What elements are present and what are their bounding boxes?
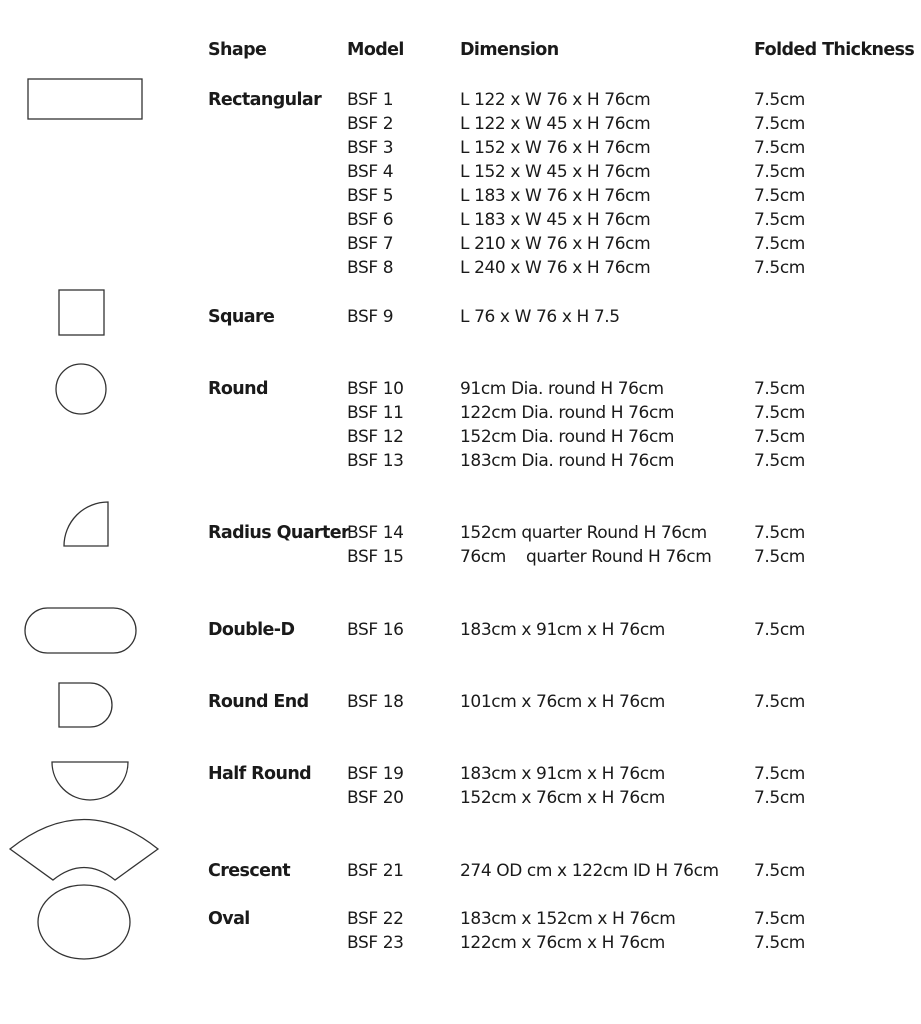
- thickness-cell: 7.5cm: [754, 933, 805, 953]
- dimension-cell: L 183 x W 45 x H 76cm: [460, 210, 651, 230]
- model-cell: BSF 23: [347, 933, 404, 953]
- shape-name-oval: Oval: [208, 909, 250, 929]
- thickness-cell: 7.5cm: [754, 547, 805, 567]
- model-cell: BSF 19: [347, 764, 404, 784]
- header-dimension: Dimension: [460, 40, 559, 60]
- dimension-cell: 183cm x 152cm x H 76cm: [460, 909, 676, 929]
- dimension-cell: L 152 x W 45 x H 76cm: [460, 162, 651, 182]
- header-model: Model: [347, 40, 404, 60]
- model-cell: BSF 2: [347, 114, 394, 134]
- model-cell: BSF 21: [347, 861, 404, 881]
- rectangle-icon: [28, 79, 142, 119]
- thickness-cell: 7.5cm: [754, 788, 805, 808]
- thickness-cell: 7.5cm: [754, 234, 805, 254]
- model-cell: BSF 7: [347, 234, 394, 254]
- thickness-cell: 7.5cm: [754, 692, 805, 712]
- quarter-circle-icon: [64, 502, 108, 546]
- model-cell: BSF 6: [347, 210, 394, 230]
- dimension-cell: L 152 x W 76 x H 76cm: [460, 138, 651, 158]
- dimension-cell: 183cm Dia. round H 76cm: [460, 451, 675, 471]
- model-cell: BSF 22: [347, 909, 404, 929]
- round-end-icon: [59, 683, 112, 727]
- dimension-cell: 76cm quarter Round H 76cm: [460, 547, 712, 567]
- thickness-cell: 7.5cm: [754, 861, 805, 881]
- thickness-cell: 7.5cm: [754, 379, 805, 399]
- model-cell: BSF 10: [347, 379, 404, 399]
- dimension-cell: 91cm Dia. round H 76cm: [460, 379, 664, 399]
- thickness-cell: 7.5cm: [754, 403, 805, 423]
- shape-name-round-end: Round End: [208, 692, 309, 712]
- dimension-cell: 122cm x 76cm x H 76cm: [460, 933, 665, 953]
- thickness-cell: 7.5cm: [754, 427, 805, 447]
- dimension-cell: 183cm x 91cm x H 76cm: [460, 764, 665, 784]
- crescent-icon: [10, 820, 158, 881]
- model-cell: BSF 8: [347, 258, 394, 278]
- shape-name-half-round: Half Round: [208, 764, 312, 784]
- model-cell: BSF 11: [347, 403, 404, 423]
- model-cell: BSF 3: [347, 138, 394, 158]
- thickness-cell: 7.5cm: [754, 162, 805, 182]
- shape-name-square: Square: [208, 307, 275, 327]
- shape-name-crescent: Crescent: [208, 861, 291, 881]
- model-cell: BSF 5: [347, 186, 394, 206]
- model-cell: BSF 20: [347, 788, 404, 808]
- oval-icon: [38, 885, 130, 959]
- thickness-cell: 7.5cm: [754, 523, 805, 543]
- thickness-cell: 7.5cm: [754, 451, 805, 471]
- dimension-cell: 122cm Dia. round H 76cm: [460, 403, 675, 423]
- thickness-cell: 7.5cm: [754, 764, 805, 784]
- dimension-cell: L 122 x W 45 x H 76cm: [460, 114, 651, 134]
- dimension-cell: L 76 x W 76 x H 7.5: [460, 307, 620, 327]
- half-round-icon: [52, 762, 128, 800]
- header-shape: Shape: [208, 40, 267, 60]
- square-icon: [59, 290, 104, 335]
- thickness-cell: 7.5cm: [754, 114, 805, 134]
- dimension-cell: 152cm Dia. round H 76cm: [460, 427, 675, 447]
- dimension-cell: 183cm x 91cm x H 76cm: [460, 620, 665, 640]
- dimension-cell: 101cm x 76cm x H 76cm: [460, 692, 665, 712]
- double-d-icon: [25, 608, 136, 653]
- shape-name-radius-quarter: Radius Quarter: [208, 523, 350, 543]
- dimension-cell: L 240 x W 76 x H 76cm: [460, 258, 651, 278]
- model-cell: BSF 13: [347, 451, 404, 471]
- thickness-cell: 7.5cm: [754, 138, 805, 158]
- thickness-cell: 7.5cm: [754, 210, 805, 230]
- thickness-cell: 7.5cm: [754, 620, 805, 640]
- dimension-cell: L 183 x W 76 x H 76cm: [460, 186, 651, 206]
- model-cell: BSF 14: [347, 523, 404, 543]
- shape-name-double-d: Double-D: [208, 620, 295, 640]
- thickness-cell: 7.5cm: [754, 90, 805, 110]
- thickness-cell: 7.5cm: [754, 258, 805, 278]
- model-cell: BSF 18: [347, 692, 404, 712]
- model-cell: BSF 15: [347, 547, 404, 567]
- model-cell: BSF 4: [347, 162, 394, 182]
- dimension-cell: 152cm x 76cm x H 76cm: [460, 788, 665, 808]
- dimension-cell: 152cm quarter Round H 76cm: [460, 523, 707, 543]
- shape-name-rectangular: Rectangular: [208, 90, 322, 110]
- model-cell: BSF 1: [347, 90, 394, 110]
- header-folded-thickness: Folded Thickness: [754, 40, 915, 60]
- dimension-cell: L 210 x W 76 x H 76cm: [460, 234, 651, 254]
- model-cell: BSF 16: [347, 620, 404, 640]
- dimension-cell: L 122 x W 76 x H 76cm: [460, 90, 651, 110]
- model-cell: BSF 9: [347, 307, 394, 327]
- dimension-cell: 274 OD cm x 122cm ID H 76cm: [460, 861, 719, 881]
- thickness-cell: 7.5cm: [754, 186, 805, 206]
- model-cell: BSF 12: [347, 427, 404, 447]
- circle-icon: [56, 364, 106, 414]
- shape-name-round: Round: [208, 379, 268, 399]
- thickness-cell: 7.5cm: [754, 909, 805, 929]
